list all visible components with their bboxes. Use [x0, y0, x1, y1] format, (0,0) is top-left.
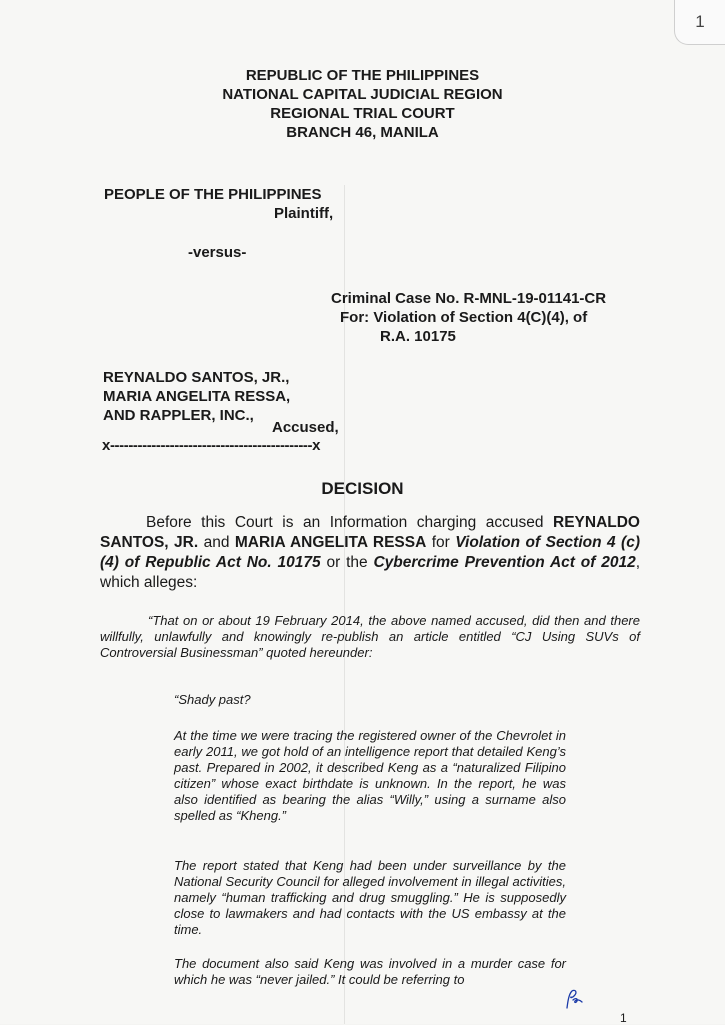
accused-2: MARIA ANGELITA RESSA, [103, 388, 291, 405]
intro-text-3: for [426, 534, 456, 551]
quoted-information-intro: “That on or about 19 February 2014, the above named accused, did then and there willfully, unlawfully and knowingly re-publish an article entitled “CJ Using SUVs of Controversial Businessman” quoted hereunder: [100, 613, 640, 660]
quote-heading-shady-past: “Shady past? [174, 692, 251, 707]
intro-text-2: and [198, 534, 235, 551]
intro-paragraph [100, 513, 640, 593]
handwritten-initials-signature [563, 988, 585, 1010]
header-region: NATIONAL CAPITAL JUDICIAL REGION [222, 86, 503, 103]
intro-text-4: or the [320, 554, 374, 571]
act-title: Cybercrime Prevention Act of 2012 [373, 554, 636, 571]
intro-text-1: Before this Court is an Information charging accused [146, 514, 554, 531]
header-branch: BRANCH 46, MANILA [286, 124, 439, 141]
caption-separator: x--------------------------------------------x [102, 437, 321, 454]
charge-line-1: For: Violation of Section 4(C)(4), of [340, 309, 588, 326]
accused-3: AND RAPPLER, INC., [103, 407, 254, 424]
intro-text-5: , which alleges: [100, 554, 641, 591]
accused-name-santos: REYNALDO SANTOS, JR. [100, 514, 640, 551]
accused-1: REYNALDO SANTOS, JR., [103, 369, 290, 386]
page-indicator-tab[interactable]: 1 [674, 0, 725, 45]
plaintiff-role: Plaintiff, [274, 205, 334, 222]
charge-line-2: R.A. 10175 [380, 328, 456, 345]
header-republic: REPUBLIC OF THE PHILIPPINES [245, 67, 480, 84]
violation-reference: Violation of Section 4 (c)(4) of Republic Act No. 10175 [100, 534, 641, 571]
versus-label: -versus- [188, 244, 247, 261]
accused-role: Accused, [272, 419, 339, 436]
case-number: Criminal Case No. R-MNL-19-01141-CR [331, 290, 607, 307]
quote-paragraph-1: At the time we were tracing the registered owner of the Chevrolet in early 2011, we got hold of an intelligence report that detailed Keng’s past. Prepared in 2002, it described Keng as a “naturalized Filipino citizen” whose exact birthdate is unknown. In the report, he was also identified as bearing the alias “Willy,” using a surname also spelled as “Kheng.” [174, 728, 566, 823]
page-number: 1 [620, 1011, 627, 1025]
quote-paragraph-3: The document also said Keng was involved in a murder case for which he was “never jailed.” It could be referring to [174, 956, 566, 987]
header-court: REGIONAL TRIAL COURT [270, 105, 455, 122]
plaintiff-name: PEOPLE OF THE PHILIPPINES [104, 186, 322, 203]
accused-name-ressa: MARIA ANGELITA RESSA [234, 534, 427, 551]
quote-paragraph-2: The report stated that Keng had been under surveillance by the National Security Council for alleged involvement in illegal activities, namely “human trafficking and drug smuggling.” He is supposedly close to lawmakers and had contacts with the US embassy at the time. [174, 858, 566, 937]
decision-title: DECISION [321, 479, 404, 498]
